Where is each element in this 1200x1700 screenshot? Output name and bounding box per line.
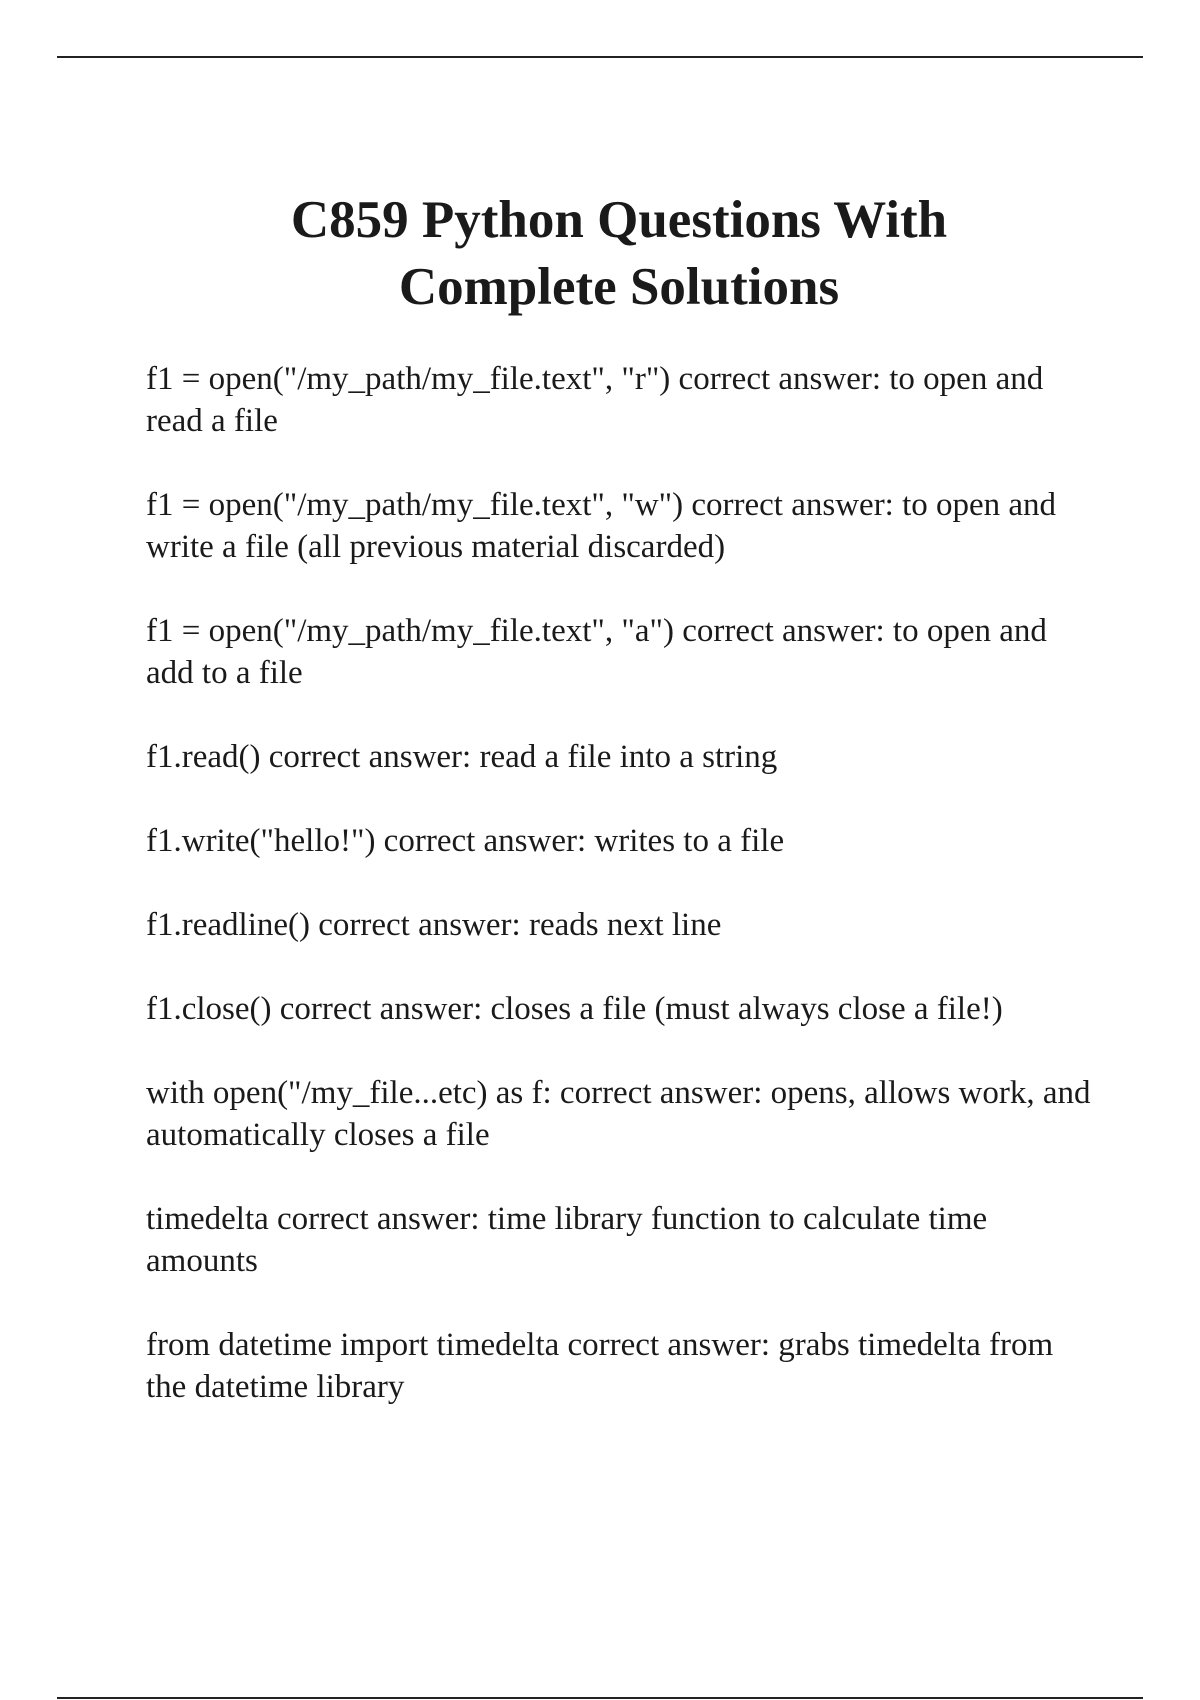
qa-item: f1 = open("/my_path/my_file.text", "w") correct answer: to open and write a file (all previous material discarded) [146, 487, 1057, 565]
qa-item: from datetime import timedelta correct answer: grabs timedelta from the datetime library [146, 1327, 1054, 1405]
qa-item: timedelta correct answer: time library function to calculate time amounts [146, 1201, 988, 1279]
qa-item: f1.read() correct answer: read a file into a string [146, 739, 778, 775]
qa-item: f1.write("hello!") correct answer: writes to a file [146, 823, 785, 859]
title-line-2: Complete Solutions [398, 258, 840, 316]
qa-item: f1 = open("/my_path/my_file.text", "r") correct answer: to open and read a file [146, 361, 1044, 439]
qa-item: f1 = open("/my_path/my_file.text", "a") correct answer: to open and add to a file [146, 613, 1047, 691]
title-line-1: C859 Python Questions With [290, 191, 948, 249]
bottom-divider [57, 1697, 1143, 1699]
page-title [0, 187, 1200, 321]
qa-list [146, 358, 1092, 1450]
qa-item: f1.readline() correct answer: reads next line [146, 907, 722, 943]
qa-item: with open("/my_file...etc) as f: correct answer: opens, allows work, and automatically closes a file [146, 1075, 1091, 1153]
top-divider [57, 56, 1143, 58]
qa-item: f1.close() correct answer: closes a file (must always close a file!) [146, 991, 1003, 1027]
